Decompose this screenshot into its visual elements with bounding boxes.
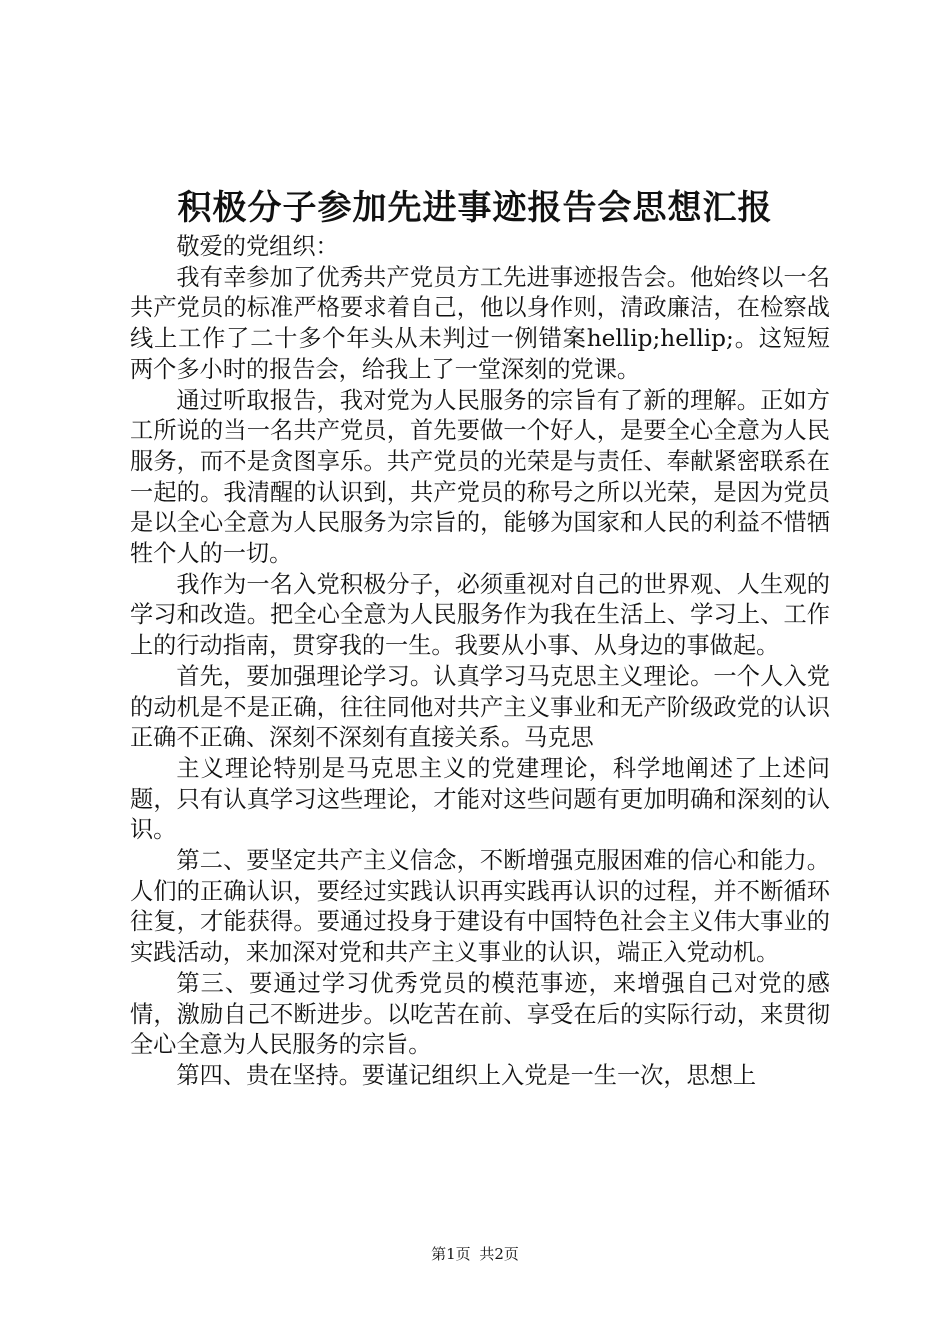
page-number: 第1页 (431, 1245, 471, 1263)
salutation: 敬爱的党组织： (176, 233, 339, 260)
page-footer (0, 1244, 950, 1264)
paragraph: 第二、要坚定共产主义信念，不断增强克服困难的信心和能力。人们的正确认识，要经过实践认识再实践再认识的过程，并不断循环往复，才能获得。要通过投身于建设有中国特色社会主义伟大事业的实践活动，来加深对党和共产主义事业的认识，端正入党动机。 (130, 847, 830, 967)
paragraph: 我有幸参加了优秀共产党员方工先进事迹报告会。他始终以一名共产党员的标准严格要求着自己，他以身作则，清政廉洁，在检察战线上工作了二十多个年头从未判过一例错案hellip;hellip;。这短短两个多小时的报告会，给我上了一堂深刻的党课。 (130, 263, 830, 383)
paragraph: 主义理论特别是马克思主义的党建理论，科学地阐述了上述问题，只有认真学习这些理论，才能对这些问题有更加明确和深刻的认识。 (130, 754, 830, 844)
paragraph: 第四、贵在坚持。要谨记组织上入党是一生一次，思想上 (176, 1061, 757, 1089)
paragraph: 通过听取报告，我对党为人民服务的宗旨有了新的理解。正如方工所说的当一名共产党员，首先要做一个好人，是要全心全意为人民服务，而不是贪图享乐。共产党员的光荣是与责任、奉献紧密联系在一起的。我清醒的认识到，共产党员的称号之所以光荣，是因为党员是以全心全意为人民服务为宗旨的，能够为国家和人民的利益不惜牺牲个人的一切。 (130, 386, 830, 568)
page-total: 共2页 (479, 1245, 519, 1263)
paragraph: 我作为一名入党积极分子，必须重视对自己的世界观、人生观的学习和改造。把全心全意为人民服务作为我在生活上、学习上、工作上的行动指南，贯穿我的一生。我要从小事、从身边的事做起。 (130, 570, 830, 660)
document-body (130, 232, 830, 1092)
paragraph: 首先，要加强理论学习。认真学习马克思主义理论。一个人入党的动机是不是正确，往往同他对共产主义事业和无产阶级政党的认识正确不正确、深刻不深刻有直接关系。马克思 (130, 662, 830, 752)
paragraph: 第三、要通过学习优秀党员的模范事迹，来增强自己对党的感情，激励自己不断进步。以吃苦在前、享受在后的实际行动，来贯彻全心全意为人民服务的宗旨。 (130, 969, 830, 1059)
document-title: 积极分子参加先进事迹报告会思想汇报 (177, 188, 773, 228)
